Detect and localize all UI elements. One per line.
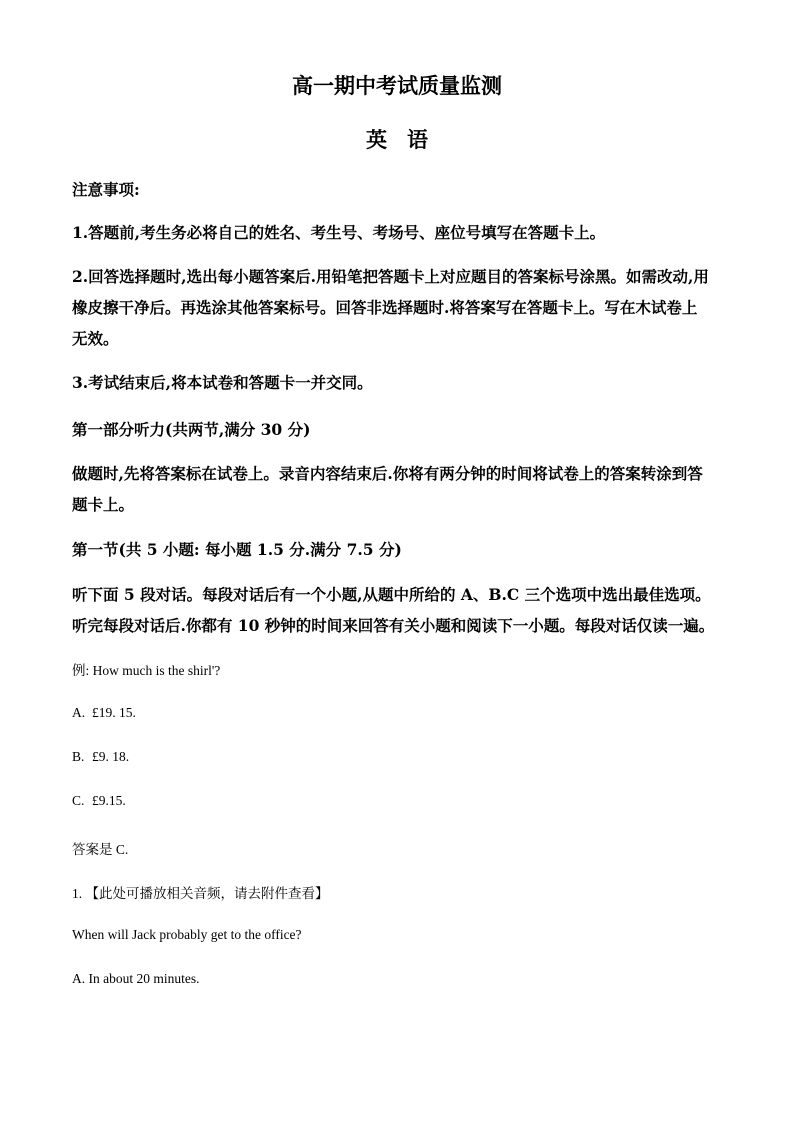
- part1-heading: 第一部分听力(共两节,满分 30 分): [72, 420, 311, 439]
- notice-item-2-line-3: 无效。: [72, 329, 119, 348]
- example-question: 例: How much is the shirl'?: [72, 663, 221, 678]
- notice-item-3: 3.考试结束后,将本试卷和答题卡一并交同。: [72, 373, 373, 392]
- question-1-text: When will Jack probably get to the office?: [72, 927, 302, 942]
- example-option-b: [72, 749, 129, 765]
- example-option-a: [72, 705, 136, 721]
- example-answer: 答案是 C.: [72, 842, 129, 857]
- question-1-option-a: A. In about 20 minutes.: [72, 971, 200, 986]
- part1-intro-line-2: 题卡上。: [72, 495, 135, 514]
- notice-heading: 注意事项:: [72, 180, 140, 199]
- exam-subject: 英语: [366, 127, 448, 152]
- notice-item-2-line-1: 2.回答选择题时,选出每小题答案后.用铅笔把答题卡上对应题目的答案标号涂黑。如需改动,用: [72, 267, 709, 286]
- option-letter: C.: [72, 793, 85, 808]
- option-text: £9.15.: [92, 793, 126, 808]
- notice-item-2-line-2: 橡皮擦干净后。再选涂其他答案标号。回答非选择题时.将答案写在答题卡上。写在木试卷上: [72, 298, 698, 317]
- option-text: £19. 15.: [92, 705, 136, 720]
- part1-intro-line-1: 做题时,先将答案标在试卷上。录音内容结束后.你将有两分钟的时间将试卷上的答案转涂到答: [72, 464, 703, 483]
- notice-item-1: 1.答题前,考生务必将自己的姓名、考生号、考场号、座位号填写在答题卡上。: [72, 223, 606, 242]
- exam-title: 高一期中考试质量监测: [292, 73, 502, 98]
- option-letter: B.: [72, 749, 85, 764]
- section1-instruction-line-1: 听下面 5 段对话。每段对话后有一个小题,从题中所给的 A、B.C 三个选项中选出最佳选项。: [72, 585, 711, 604]
- question-1-label: 1. 【此处可播放相关音频，请去附件查看】: [72, 886, 329, 901]
- option-text: £9. 18.: [92, 749, 130, 764]
- example-option-c: [72, 793, 126, 809]
- section1-heading: 第一节(共 5 小题: 每小题 1.5 分.满分 7.5 分): [72, 540, 402, 559]
- section1-instruction-line-2: 听完每段对话后.你都有 10 秒钟的时间来回答有关小题和阅读下一小题。每段对话仅读一遍。: [72, 616, 715, 635]
- option-letter: A.: [72, 705, 86, 720]
